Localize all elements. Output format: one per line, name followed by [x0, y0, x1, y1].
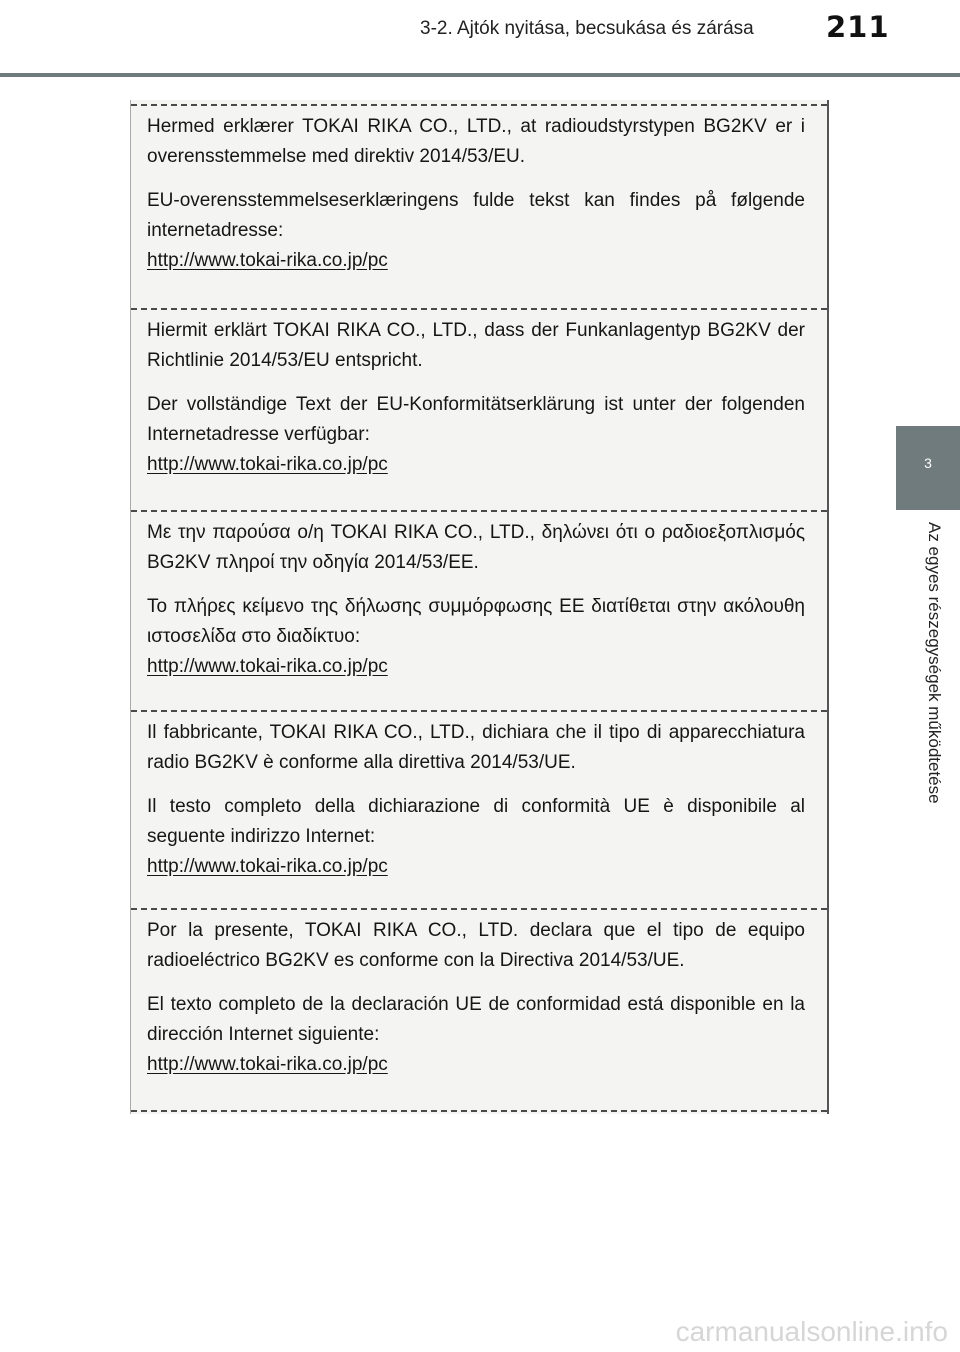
- declaration-statement: Hiermit erklärt TOKAI RIKA CO., LTD., dass der Funkanlagentyp BG2KV der Richtlinie 2014/53/EU entspricht.: [147, 320, 805, 371]
- declaration-url: http://www.tokai-rika.co.jp/pc: [147, 1054, 388, 1075]
- chapter-tab: [896, 426, 960, 510]
- declaration-url: http://www.tokai-rika.co.jp/pc: [147, 250, 388, 271]
- declaration-availability: Το πλήρες κείμενο της δήλωσης συμμόρφωσης ΕΕ διατίθεται στην ακόλουθη ιστοσελίδα στο διαδίκτυο:: [147, 596, 805, 647]
- declaration-availability: EU-overensstemmelseserklæringens fulde tekst kan findes på følgende internetadresse:: [147, 190, 805, 241]
- chapter-number: 3: [924, 455, 932, 471]
- declaration-section-da: [131, 104, 827, 308]
- page-number: 211: [826, 10, 890, 44]
- declaration-url: http://www.tokai-rika.co.jp/pc: [147, 856, 388, 877]
- declaration-availability: El texto completo de la declaración UE de conformidad está disponible en la dirección Internet siguiente:: [147, 994, 805, 1045]
- declaration-availability: Der vollständige Text der EU-Konformitätserklärung ist unter der folgenden Internetadresse verfügbar:: [147, 394, 805, 445]
- declaration-availability: Il testo completo della dichiarazione di conformità UE è disponibile al seguente indirizzo Internet:: [147, 796, 805, 847]
- declaration-section-de: [131, 308, 827, 510]
- declaration-section-it: [131, 710, 827, 908]
- chapter-label: Az egyes részegységek működtetése: [925, 522, 944, 804]
- declaration-section-el: [131, 510, 827, 710]
- header-divider: [0, 73, 960, 77]
- watermark: carmanualsonline.info: [675, 1316, 948, 1347]
- section-title: 3-2. Ajtók nyitása, becsukása és zárása: [420, 18, 754, 39]
- declaration-url: http://www.tokai-rika.co.jp/pc: [147, 454, 388, 475]
- declaration-statement: Hermed erklærer TOKAI RIKA CO., LTD., at radioudstyrstypen BG2KV er i overensstemmelse med direktiv 2014/53/EU.: [147, 116, 805, 167]
- declaration-statement: Il fabbricante, TOKAI RIKA CO., LTD., dichiara che il tipo di apparecchiatura radio BG2KV è conforme alla direttiva 2014/53/UE.: [147, 722, 805, 773]
- declaration-statement: Por la presente, TOKAI RIKA CO., LTD. declara que el tipo de equipo radioeléctrico BG2KV es conforme con la Directiva 2014/53/UE.: [147, 920, 805, 971]
- bottom-divider: [131, 1110, 827, 1112]
- declaration-section-es: [131, 908, 827, 1110]
- declaration-scan: [130, 100, 829, 1114]
- declaration-url: http://www.tokai-rika.co.jp/pc: [147, 656, 388, 677]
- declaration-statement: Με την παρούσα ο/η TOKAI RIKA CO., LTD., δηλώνει ότι ο ραδιοεξοπλισμός BG2KV πληροί την οδηγία 2014/53/ΕΕ.: [147, 522, 805, 573]
